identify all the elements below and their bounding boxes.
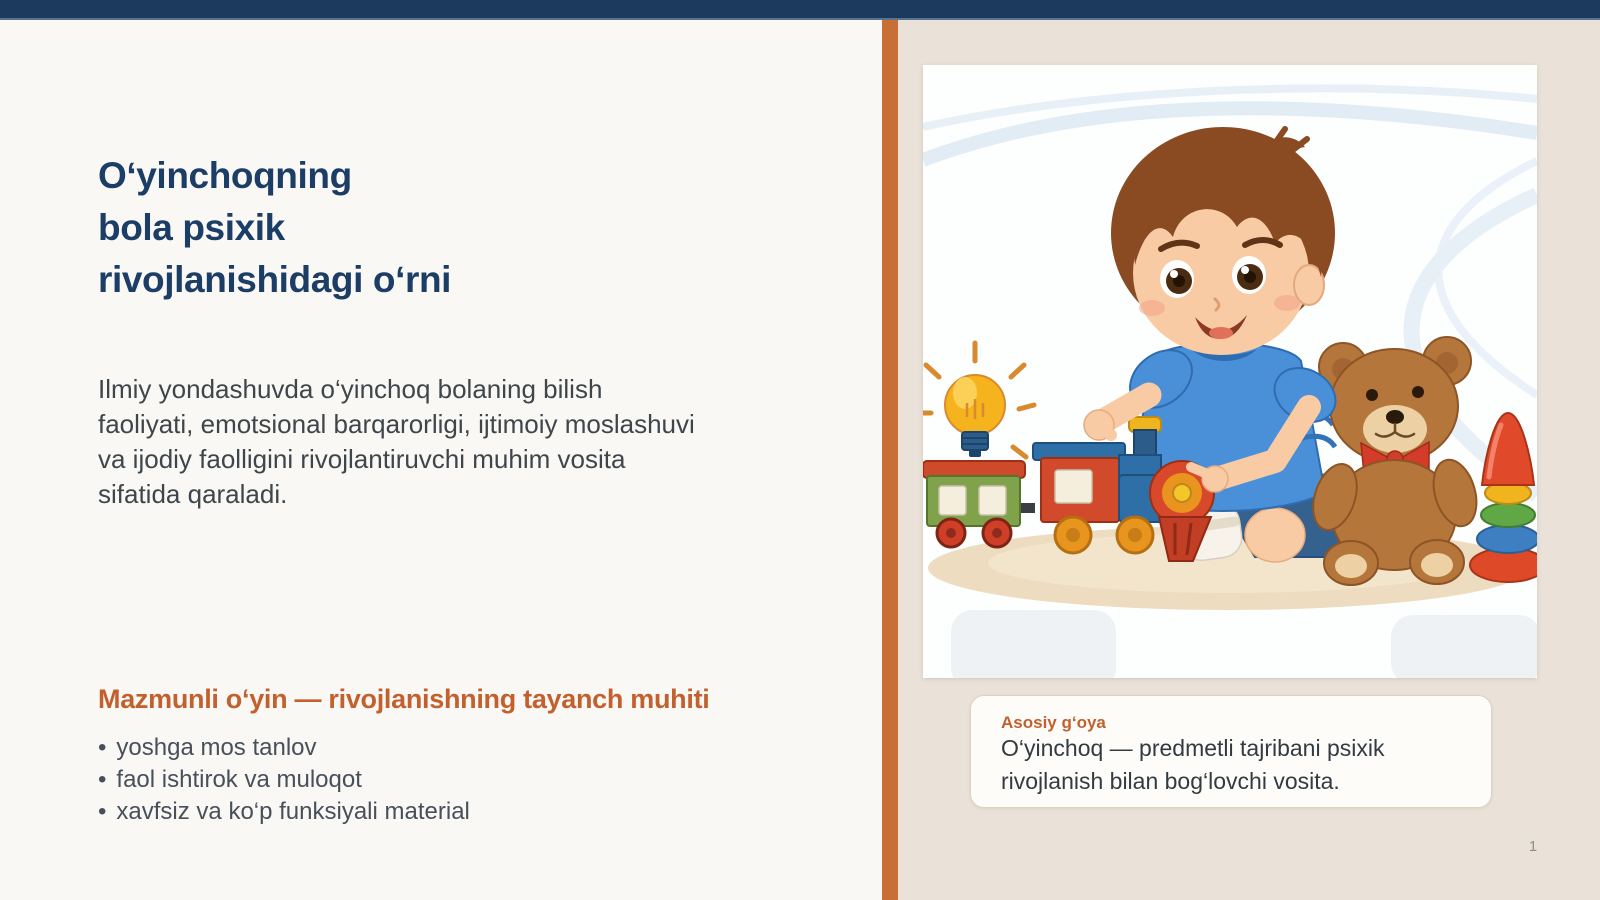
title-line-1: O‘yinchoqning [98,155,352,196]
title-line-2: bola psixik [98,207,285,248]
corner-shape [951,610,1116,678]
bullet-dot-icon: • [98,734,107,761]
idea-card-label: Asosiy g‘oya [1001,713,1106,732]
illustration-frame [923,65,1537,678]
bullet-label: yoshga mos tanlov [116,734,317,761]
bullet-item [98,796,738,828]
bullet-dot-icon: • [98,798,107,825]
bullet-list [98,732,738,828]
bullet-label: xavfsiz va ko‘p funksiyali material [116,798,470,825]
top-accent-bar [0,0,1600,20]
section-heading: Mazmunli o‘yin — rivojlanishning tayanch muhiti [98,684,710,714]
title-line-3: rivojlanishidagi o‘rni [98,259,452,300]
vertical-divider [882,20,898,900]
bullet-item [98,764,738,796]
slide-title [98,150,738,306]
bullet-label: faol ishtirok va muloqot [116,766,362,793]
body-paragraph: Ilmiy yondashuvda o‘yinchoq bolaning bilish faoliyati, emotsional barqarorligi, ijtimoiy moslashuvi va ijodiy faolligini rivojlantiruvchi muhim vosita sifatida qaraladi. [98,374,695,509]
idea-card [970,695,1492,808]
bullet-dot-icon: • [98,766,107,793]
corner-shape [1391,615,1537,678]
boy-toys-illustration [923,65,1537,678]
bullet-item [98,732,738,764]
idea-card-text: O‘yinchoq — predmetli tajribani psixik rivojlanish bilan bog‘lovchi vosita. [1001,735,1385,794]
page-number: 1 [1528,838,1538,855]
